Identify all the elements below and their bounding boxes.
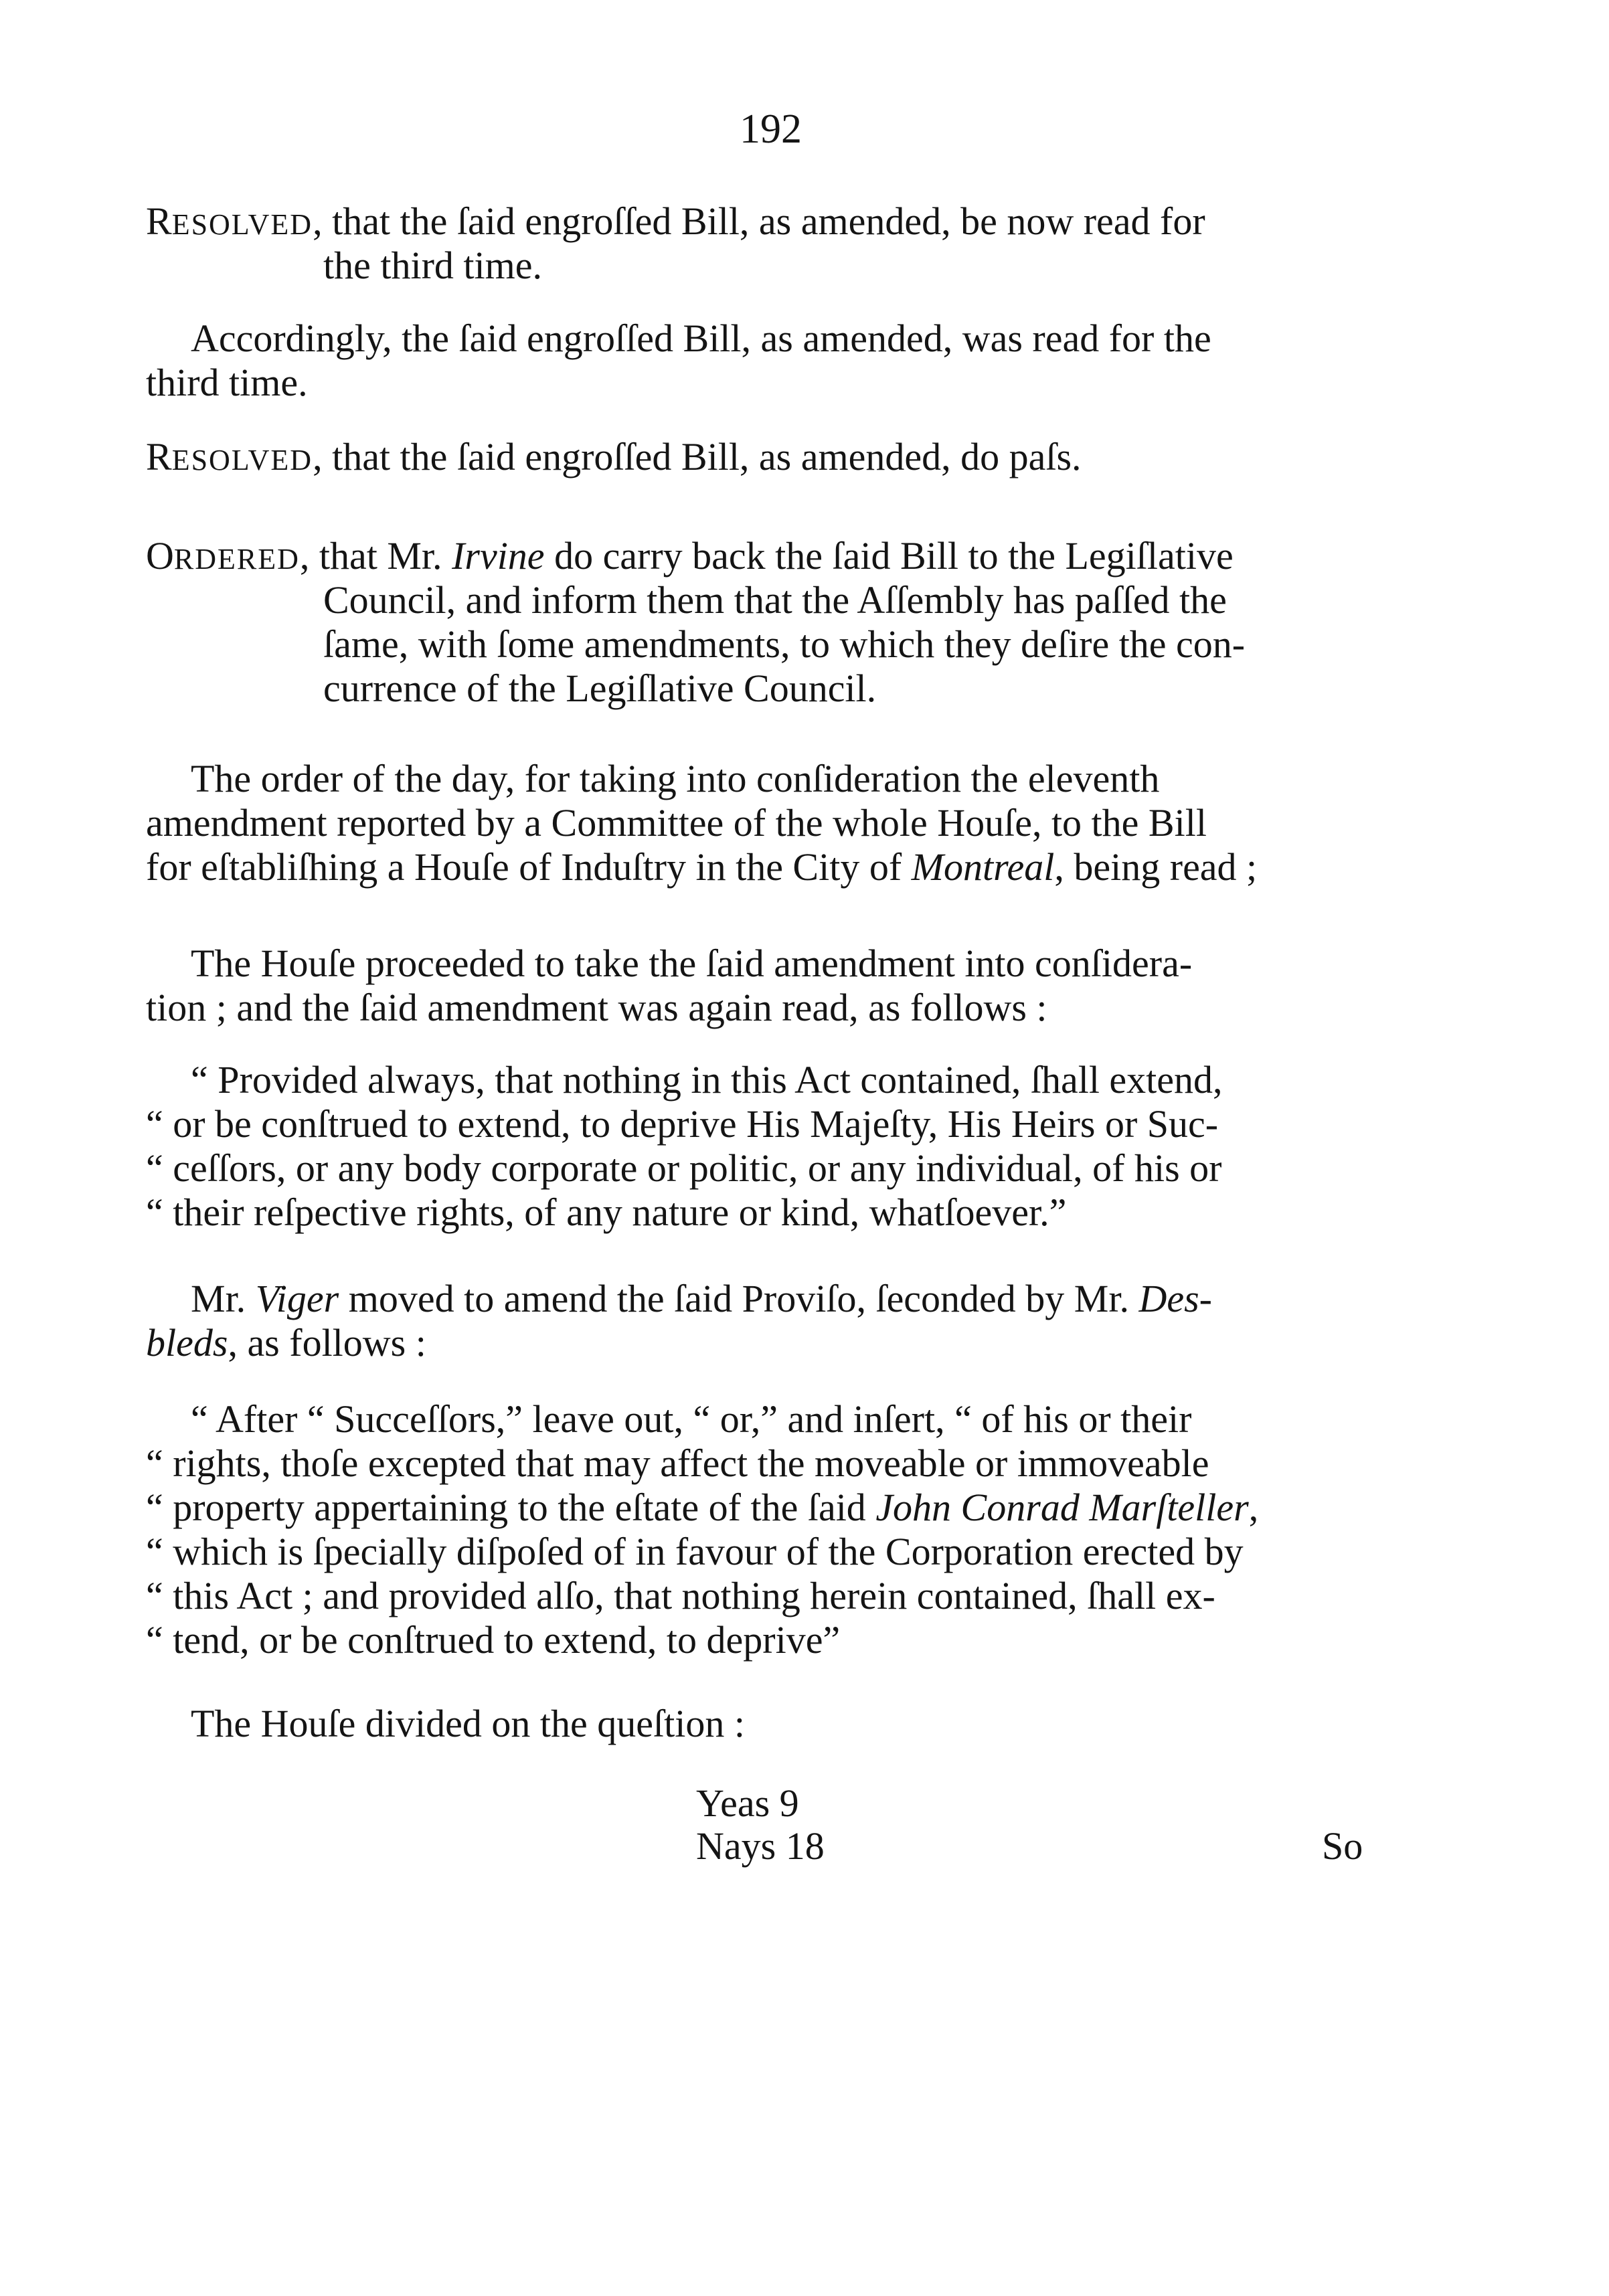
para2-line1: Accordingly, the ſaid engroſſed Bill, as amended, was read for the — [191, 317, 1211, 360]
para7-text-1a: Mr. — [191, 1277, 256, 1320]
quote2-line1: “ After “ Succeſſors,” leave out, “ or,” and inſert, “ of his or their — [191, 1397, 1192, 1441]
para4-line2: Council, and inform them that the Aſſembly has paſſed the — [323, 578, 1227, 622]
para3-lead-first: R — [146, 435, 172, 478]
quote1-line3: “ ceſſors, or any body corporate or politic, or any individual, of his or — [146, 1146, 1222, 1190]
yeas-row — [696, 1781, 799, 1826]
para7-line1 — [191, 1277, 1212, 1321]
quote2-line5: “ this Act ; and provided alſo, that nothing herein contained, ſhall ex- — [146, 1574, 1215, 1617]
para1-lead-rest: ESOLVED — [171, 208, 313, 241]
para6-line1: The Houſe proceeded to take the ſaid amendment into conſidera- — [191, 942, 1193, 985]
division-text: The Houſe divided on the queſtion : — [191, 1702, 745, 1745]
para1-lead-first: R — [146, 199, 172, 243]
quote2-line2: “ rights, thoſe excepted that may affect the moveable or immoveable — [146, 1441, 1209, 1485]
quote1-line2: “ or be conſtrued to extend, to deprive His Majeſty, His Heirs or Suc- — [146, 1102, 1219, 1146]
para1-line2: the third time. — [323, 244, 542, 287]
nays-count: 18 — [785, 1824, 825, 1868]
para4-text-1a: , that Mr. — [299, 534, 452, 578]
quote2-text-3a: “ property appertaining to the eſtate of the ſaid — [146, 1486, 876, 1529]
catchword: So — [1322, 1824, 1363, 1868]
nays-row — [696, 1824, 825, 1868]
para6-line2: tion ; and the ſaid amendment was again read, as follows : — [146, 986, 1047, 1029]
person-name-marsteller: John Conrad Marſteller — [875, 1486, 1249, 1529]
para4-line3: ſame, with ſome amendments, to which they deſire the con- — [323, 622, 1246, 666]
para5-line3 — [146, 845, 1257, 889]
para2-line2: third time. — [146, 361, 308, 404]
quote2-line4: “ which is ſpecially diſpoſed of in favour of the Corporation erected by — [146, 1530, 1244, 1573]
para3-text-1: , that the ſaid engroſſed Bill, as amended, do paſs. — [313, 435, 1082, 478]
person-name-desbleds-part1: Des- — [1138, 1277, 1212, 1320]
para5-text-3b: , being read ; — [1054, 845, 1258, 889]
person-name-irvine: Irvine — [452, 534, 545, 578]
para1-line1 — [146, 199, 1205, 247]
para4-line1 — [146, 534, 1234, 582]
para7-text-2b: , as follows : — [228, 1321, 426, 1364]
para7-text-1b: moved to amend the ſaid Proviſo, ſeconded by Mr. — [339, 1277, 1139, 1320]
para3-lead-rest: ESOLVED — [171, 444, 313, 476]
place-name-montreal: Montreal — [911, 845, 1055, 889]
quote1-line4: “ their reſpective rights, of any nature or kind, whatſoever.” — [146, 1190, 1067, 1234]
para1-text-1: , that the ſaid engroſſed Bill, as amended, be now read for — [313, 199, 1205, 243]
quote2-text-3b: , — [1248, 1486, 1259, 1529]
person-name-viger: Viger — [255, 1277, 339, 1320]
para4-lead-first: O — [146, 534, 174, 578]
para4-lead-rest: RDERED — [173, 543, 300, 576]
para5-line2: amendment reported by a Committee of the whole Houſe, to the Bill — [146, 801, 1207, 845]
page-number: 192 — [740, 106, 802, 152]
yeas-label: Yeas — [696, 1781, 770, 1825]
para5-line1: The order of the day, for taking into conſideration the eleventh — [191, 757, 1160, 800]
person-name-desbleds-part2: bleds — [146, 1321, 228, 1364]
para4-text-1b: do carry back the ſaid Bill to the Legiſlative — [544, 534, 1234, 578]
para4-line4: currence of the Legiſlative Council. — [323, 667, 877, 710]
quote1-line1: “ Provided always, that nothing in this Act contained, ſhall extend, — [191, 1058, 1223, 1101]
para7-line2 — [146, 1321, 426, 1365]
para5-text-3a: for eſtabliſhing a Houſe of Induſtry in the City of — [146, 845, 912, 889]
quote2-line6: “ tend, or be conſtrued to extend, to deprive” — [146, 1618, 841, 1662]
nays-label: Nays — [696, 1824, 776, 1868]
para3-line1 — [146, 435, 1082, 482]
yeas-count: 9 — [779, 1781, 799, 1825]
quote2-line3 — [146, 1486, 1258, 1530]
